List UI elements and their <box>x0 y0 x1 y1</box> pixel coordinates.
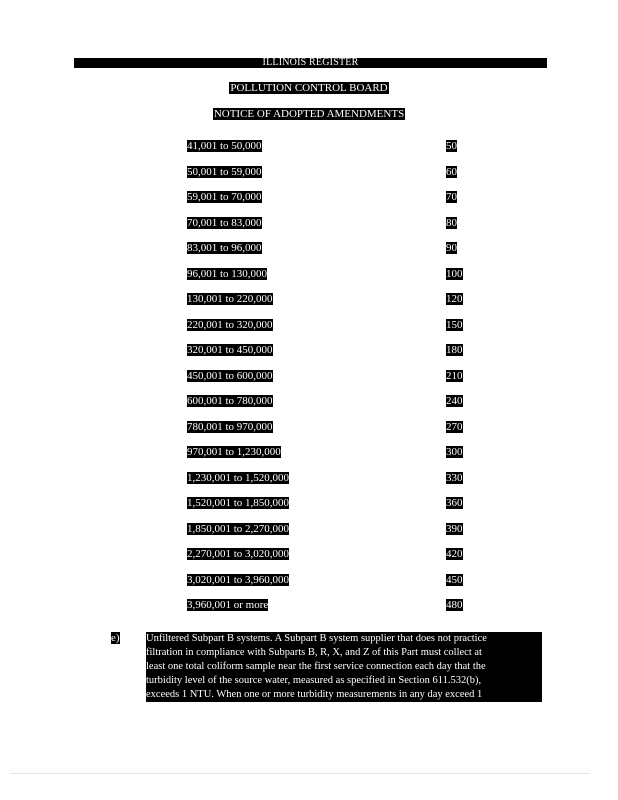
value-text: 120 <box>446 293 463 305</box>
section-letter <box>111 632 120 644</box>
board-title: POLLUTION CONTROL BOARD <box>230 82 388 94</box>
range-text: 1,520,001 to 1,850,000 <box>187 497 290 509</box>
range-text: 50,001 to 59,000 <box>187 166 262 178</box>
table-row-value <box>446 140 457 152</box>
value-text: 150 <box>446 319 463 331</box>
table-row-range <box>187 319 273 331</box>
table-row-value <box>446 293 463 305</box>
table-row-range <box>187 421 273 433</box>
table-row-range <box>187 599 268 611</box>
table-row-range <box>187 497 289 509</box>
value-text: 360 <box>446 497 463 509</box>
table-row-value <box>446 191 457 203</box>
board-title-line <box>0 82 618 94</box>
table-row-value <box>446 523 463 535</box>
table-row-value <box>446 497 463 509</box>
range-text: 450,001 to 600,000 <box>187 370 273 382</box>
table-row-value <box>446 395 463 407</box>
table-row-value <box>446 370 463 382</box>
table-row-value <box>446 599 463 611</box>
table-row-range <box>187 242 262 254</box>
value-text: 90 <box>446 242 457 254</box>
value-text: 100 <box>446 268 463 280</box>
table-row-range <box>187 446 281 458</box>
table-row-range <box>187 548 289 560</box>
range-text: 600,001 to 780,000 <box>187 395 273 407</box>
value-text: 240 <box>446 395 463 407</box>
value-text: 80 <box>446 217 457 229</box>
table-row-range <box>187 370 273 382</box>
range-text: 1,850,001 to 2,270,000 <box>187 523 290 535</box>
section-line: turbidity level of the source water, measured as specified in Section 611.532(b), <box>146 675 482 686</box>
range-text: 320,001 to 450,000 <box>187 344 273 356</box>
range-text: 41,001 to 50,000 <box>187 140 262 152</box>
range-text: 59,001 to 70,000 <box>187 191 262 203</box>
table-row-value <box>446 548 463 560</box>
table-row-range <box>187 293 273 305</box>
table-row-value <box>446 268 463 280</box>
table-row-range <box>187 523 289 535</box>
page-bottom-rule <box>10 773 590 774</box>
range-text: 1,230,001 to 1,520,000 <box>187 472 290 484</box>
table-row-value <box>446 344 463 356</box>
value-text: 390 <box>446 523 463 535</box>
value-text: 60 <box>446 166 457 178</box>
section-line: exceeds 1 NTU. When one or more turbidity measurements in any day exceed 1 <box>146 689 483 700</box>
range-text: 70,001 to 83,000 <box>187 217 262 229</box>
table-row-value <box>446 217 457 229</box>
table-row-range <box>187 140 262 152</box>
range-text: 220,001 to 320,000 <box>187 319 273 331</box>
value-text: 330 <box>446 472 463 484</box>
table-row-range <box>187 344 273 356</box>
table-row-range <box>187 217 262 229</box>
notice-title: NOTICE OF ADOPTED AMENDMENTS <box>213 108 405 120</box>
table-row-value <box>446 319 463 331</box>
range-text: 3,020,001 to 3,960,000 <box>187 574 290 586</box>
notice-title-line <box>0 108 618 120</box>
section-letter-text: e) <box>111 632 120 644</box>
table-row-range <box>187 191 262 203</box>
range-text: 2,270,001 to 3,020,000 <box>187 548 290 560</box>
value-text: 50 <box>446 140 457 152</box>
value-text: 450 <box>446 574 463 586</box>
section-line: least one total coliform sample near the first service connection each day that the <box>146 661 486 672</box>
value-text: 180 <box>446 344 463 356</box>
table-row-value <box>446 574 463 586</box>
register-header <box>74 58 547 68</box>
table-row-range <box>187 268 267 280</box>
range-text: 83,001 to 96,000 <box>187 242 262 254</box>
value-text: 70 <box>446 191 457 203</box>
range-text: 970,001 to 1,230,000 <box>187 446 281 458</box>
value-text: 420 <box>446 548 463 560</box>
range-text: 96,001 to 130,000 <box>187 268 268 280</box>
range-text: 130,001 to 220,000 <box>187 293 273 305</box>
section-line: filtration in compliance with Subparts B, R, X, and Z of this Part must collect at <box>146 647 482 658</box>
table-row-value <box>446 472 463 484</box>
value-text: 300 <box>446 446 463 458</box>
table-row-value <box>446 166 457 178</box>
table-row-range <box>187 395 273 407</box>
range-text: 3,960,001 or more <box>187 599 269 611</box>
value-text: 270 <box>446 421 463 433</box>
value-text: 210 <box>446 370 463 382</box>
range-text: 780,001 to 970,000 <box>187 421 273 433</box>
table-row-range <box>187 574 289 586</box>
section-line: Unfiltered Subpart B systems. A Subpart B system supplier that does not practice <box>146 633 487 644</box>
table-row-value <box>446 446 463 458</box>
table-row-value <box>446 421 463 433</box>
section-paragraph <box>146 632 542 702</box>
value-text: 480 <box>446 599 463 611</box>
table-row-range <box>187 166 262 178</box>
register-title: ILLINOIS REGISTER <box>262 57 359 68</box>
table-row-value <box>446 242 457 254</box>
table-row-range <box>187 472 289 484</box>
